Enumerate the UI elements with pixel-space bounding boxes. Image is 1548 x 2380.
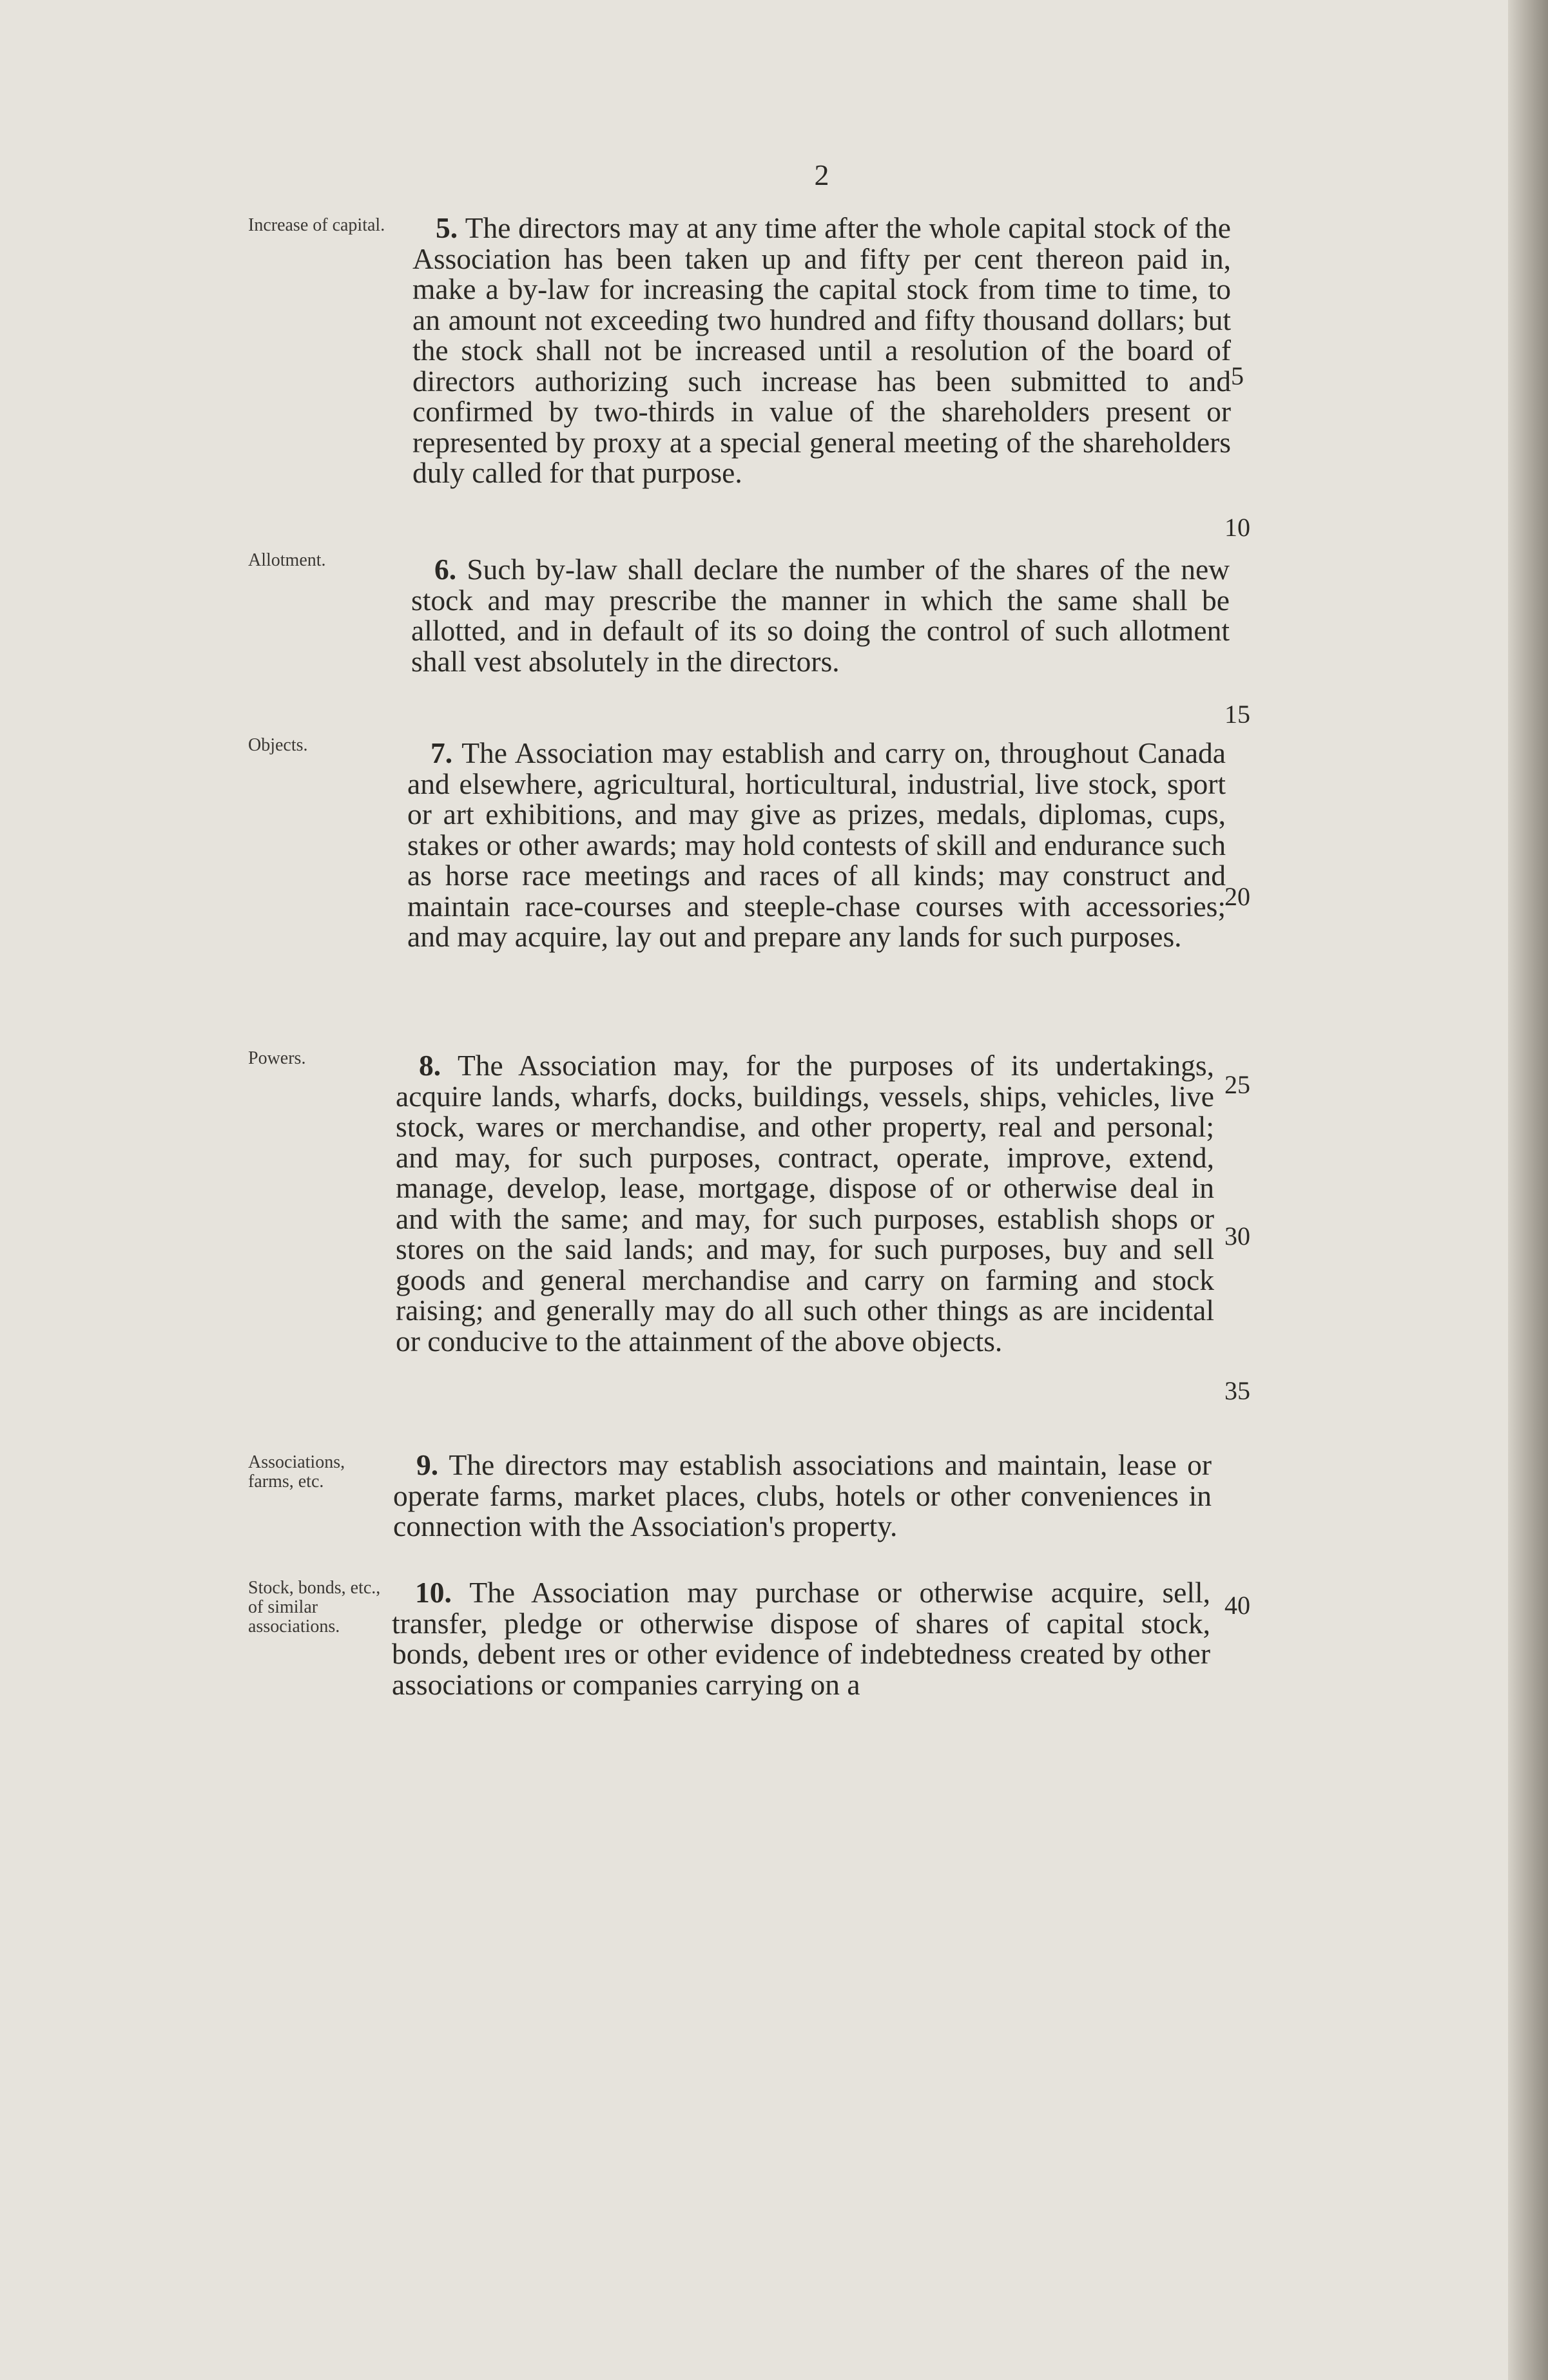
margin-note: Associations, farms, etc. <box>248 1452 345 1492</box>
line-number: 30 <box>1224 1222 1250 1251</box>
line-number: 20 <box>1224 882 1250 911</box>
section-body: The Association may, for the purposes of its undertakings, acquire lands, wharfs, docks, buildings, vessels, ships, vehicles, live stock, wares or merchandise, and other property, real and personal; and may, for such purposes, contract, operate, improve, extend, manage, develop, lease, mortgage, dispose of or otherwise deal in and with the same; and may, for such purposes, establish shops or stores on the said lands; and may, for such purposes, buy and sell goods and general merchandise and carry on farming and stock raising; and generally may do all such other things as are incidental or conducive to the attainment of the above objects. <box>396 1049 1215 1358</box>
line-number: 15 <box>1224 700 1250 729</box>
line-number: 25 <box>1224 1070 1250 1099</box>
section-number: 8 . <box>419 1049 458 1082</box>
line-number: 5 <box>1231 361 1244 390</box>
section-text <box>393 1450 1212 1542</box>
margin-note: Increase of capital. <box>248 215 385 235</box>
section-text <box>407 738 1226 952</box>
section-text <box>396 1050 1214 1356</box>
line-number: 35 <box>1224 1376 1250 1405</box>
section-number: 7 . <box>431 736 461 769</box>
section-number: 5 . <box>436 211 465 244</box>
margin-note: Allotment. <box>248 550 326 570</box>
section-body: The Association may purchase or otherwise acquire, sell, transfer, pledge or otherwise dispose of shares of capital stock, bonds, debent ıres or other evidence of indebtedness created by other associations or companies carrying on a <box>392 1576 1211 1701</box>
line-number: 10 <box>1224 513 1250 542</box>
section-text <box>392 1577 1210 1700</box>
section-text <box>412 213 1231 488</box>
line-number: 40 <box>1224 1591 1250 1620</box>
page-edge-shadow <box>1508 0 1548 2380</box>
section-body: The directors may at any time after the whole capital stock of the Association has been taken up and fifty per cent thereon paid in, make a by-law for increasing the capital stock from time to time, to an amount not exceeding two hundred and fifty thousand dollars; but the stock shall not be increased until a resolution of the board of directors authorizing such increase has been submitted to and confirmed by two-thirds in value of the shareholders present or represented by proxy at a special general meeting of the shareholders duly called for that purpose. <box>412 211 1231 489</box>
margin-note: Stock, bonds, etc., of similar associations. <box>248 1578 381 1636</box>
margin-note: Objects. <box>248 735 308 755</box>
section-number: 6 . <box>434 553 467 586</box>
section-number: 10 . <box>415 1576 469 1609</box>
section-number: 9 . <box>416 1448 449 1481</box>
margin-note: Powers. <box>248 1048 306 1068</box>
section-body: Such by-law shall declare the number of the shares of the new stock and may prescribe the manner in which the same shall be allotted, and in default of its so doing the control of such allotment shall vest absolutely in the directors. <box>411 553 1230 678</box>
section-body: The directors may establish associations and maintain, lease or operate farms, market places, clubs, hotels or other conveniences in connection with the Association's property. <box>393 1448 1212 1542</box>
section-text <box>411 554 1230 677</box>
section-body: The Association may establish and carry on, throughout Canada and elsewhere, agricultural, horticultural, industrial, live stock, sport or art exhibitions, and may give as prizes, medals, diplomas, cups, stakes or other awards; may hold contests of skill and endurance such as horse race meetings and races of all kinds; may construct and maintain race-courses and steeple-chase courses with accessories; and may acquire, lay out and prepare any lands for such purposes. <box>407 736 1226 953</box>
page-number: 2 <box>814 158 829 191</box>
